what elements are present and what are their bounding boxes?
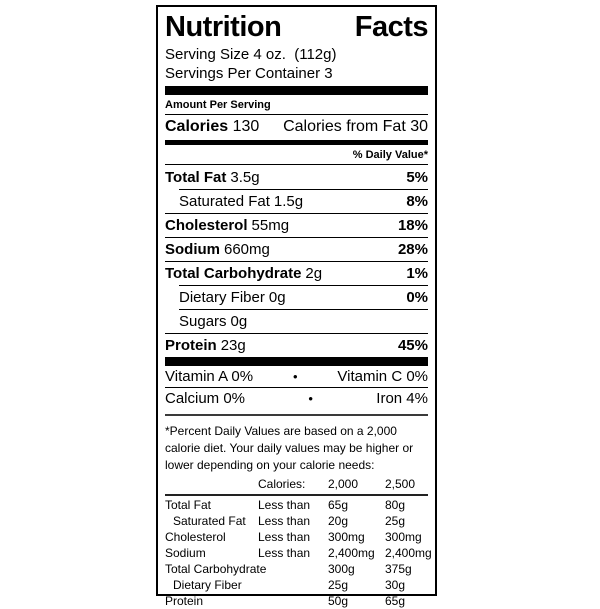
ft-qualifier: Less than <box>258 514 311 528</box>
footnote-row-protein <box>165 593 428 609</box>
nutrient-dv: 8% <box>406 192 428 210</box>
ft-label: Total Carbohydrate <box>165 562 267 576</box>
ft-qualifier: Less than <box>258 498 311 512</box>
nutrient-row-total-carbohydrate <box>165 261 428 285</box>
percent-daily-value-header: % Daily Value* <box>165 145 428 165</box>
serving-size-line: Serving Size 4 oz. (112g) <box>165 46 337 63</box>
vitamin-row-a-c <box>165 366 428 387</box>
nutrient-name <box>165 313 247 330</box>
nutrient-amount: 1.5g <box>273 192 304 210</box>
nutrient-label: Cholesterol <box>165 217 248 234</box>
nutrient-amount: 3.5g <box>230 168 260 186</box>
bullet-separator: • <box>292 369 298 384</box>
footnote-table-body <box>165 494 432 609</box>
footnote-row-cholesterol <box>165 529 428 545</box>
ft-v2500: 80g <box>385 498 406 512</box>
nutrient-row-saturated-fat <box>165 189 428 213</box>
nutrient-name <box>165 337 246 354</box>
divider-thick-top <box>165 86 428 95</box>
calories-value <box>165 118 259 136</box>
nutrient-name <box>165 169 260 186</box>
nutrient-label: Saturated Fat <box>179 192 270 210</box>
footnote-row-saturated-fat <box>165 513 428 529</box>
ft-v2000: 20g <box>328 514 349 528</box>
calories-row <box>165 115 428 140</box>
header-calories-label: Calories: <box>258 477 306 491</box>
nutrient-amount: 0g <box>268 288 286 306</box>
ft-v2500: 2,400mg <box>385 546 432 560</box>
ft-label: Dietary Fiber <box>173 578 242 592</box>
footnote-row-sodium <box>165 545 432 561</box>
calories-from-fat: Calories from Fat 30 <box>283 118 428 135</box>
nutrition-facts-label <box>156 5 437 608</box>
nutrient-name <box>165 193 303 210</box>
nutrient-label: Protein <box>165 337 217 354</box>
vitamin-row-calcium-iron <box>165 387 428 408</box>
ft-v2000: 2,400mg <box>328 546 375 560</box>
nutrient-name <box>165 265 322 282</box>
ft-v2000: 65g <box>328 498 349 512</box>
nutrient-row-sodium <box>165 237 428 261</box>
vitamin-left: Vitamin A 0% <box>165 368 254 385</box>
footnote-text: *Percent Daily Values are based on a 2,000 calorie diet. Your daily values may be higher or lower depending on your calorie needs: <box>165 424 414 472</box>
nutrient-label: Total Fat <box>165 168 227 186</box>
nutrient-row-sugars <box>165 309 428 333</box>
ft-label: Total Fat <box>165 498 212 512</box>
calories-label: Calories <box>165 118 229 135</box>
ft-label: Sodium <box>165 546 206 560</box>
header-2000: 2,000 <box>328 477 359 491</box>
ft-v2000: 300g <box>328 562 355 576</box>
nutrient-dv: 5% <box>406 168 428 186</box>
divider-footnote <box>165 414 428 416</box>
calories-number: 130 <box>232 118 260 135</box>
footnote-row-total-fat <box>165 497 428 513</box>
nutrient-amount: 23g <box>220 337 246 354</box>
nutrient-row-cholesterol <box>165 213 428 237</box>
ft-v2000: 300mg <box>328 530 365 544</box>
nutrient-name <box>165 241 270 258</box>
label-title: Nutrition Facts <box>165 11 428 43</box>
ft-v2500: 30g <box>385 578 406 592</box>
footnote-row-dietary-fiber <box>165 577 428 593</box>
nutrient-label: Total Carbohydrate <box>165 265 302 282</box>
nutrient-amount: 2g <box>305 265 323 282</box>
servings-per-container-line: Servings Per Container 3 <box>165 65 333 82</box>
ft-label: Protein <box>165 594 204 608</box>
vitamin-right: Iron 4% <box>376 389 428 407</box>
divider-thick-bottom <box>165 357 428 366</box>
nutrient-row-total-fat <box>165 165 428 189</box>
ft-qualifier: Less than <box>258 530 311 544</box>
nutrient-amount: 55mg <box>251 217 290 234</box>
footnote-table-header <box>165 474 428 493</box>
bullet-separator: • <box>308 390 313 406</box>
nutrient-dv: 1% <box>406 265 428 282</box>
nutrient-dv: 28% <box>397 241 428 258</box>
nutrient-amount: 0g <box>230 312 248 330</box>
nutrient-name <box>165 289 286 306</box>
ft-v2500: 300mg <box>385 530 422 544</box>
nutrient-dv: 18% <box>397 217 428 234</box>
ft-label: Saturated Fat <box>173 514 246 528</box>
nutrient-dv: 45% <box>397 337 428 354</box>
ft-label: Cholesterol <box>165 530 226 544</box>
nutrient-name <box>165 217 289 234</box>
vitamin-left: Calcium 0% <box>165 389 246 407</box>
vitamin-right: Vitamin C 0% <box>337 368 428 385</box>
amount-per-serving-label: Amount Per Serving <box>165 95 428 115</box>
nutrient-row-dietary-fiber <box>165 285 428 309</box>
nutrient-label: Sodium <box>165 241 220 258</box>
ft-v2000: 50g <box>328 594 349 608</box>
nutrient-label: Sugars <box>179 312 227 330</box>
nutrient-row-protein <box>165 333 428 357</box>
header-2500: 2,500 <box>385 477 416 491</box>
header-spacer <box>165 476 258 493</box>
ft-qualifier: Less than <box>258 546 311 560</box>
nutrient-amount: 660mg <box>224 241 270 258</box>
footnote-row-total-carbohydrate <box>165 561 428 577</box>
ft-v2500: 25g <box>385 514 406 528</box>
ft-v2000: 25g <box>328 578 349 592</box>
nutrient-dv: 0% <box>406 288 428 306</box>
ft-v2500: 375g <box>385 562 412 576</box>
nutrient-label: Dietary Fiber <box>179 288 265 306</box>
ft-v2500: 65g <box>385 594 406 608</box>
